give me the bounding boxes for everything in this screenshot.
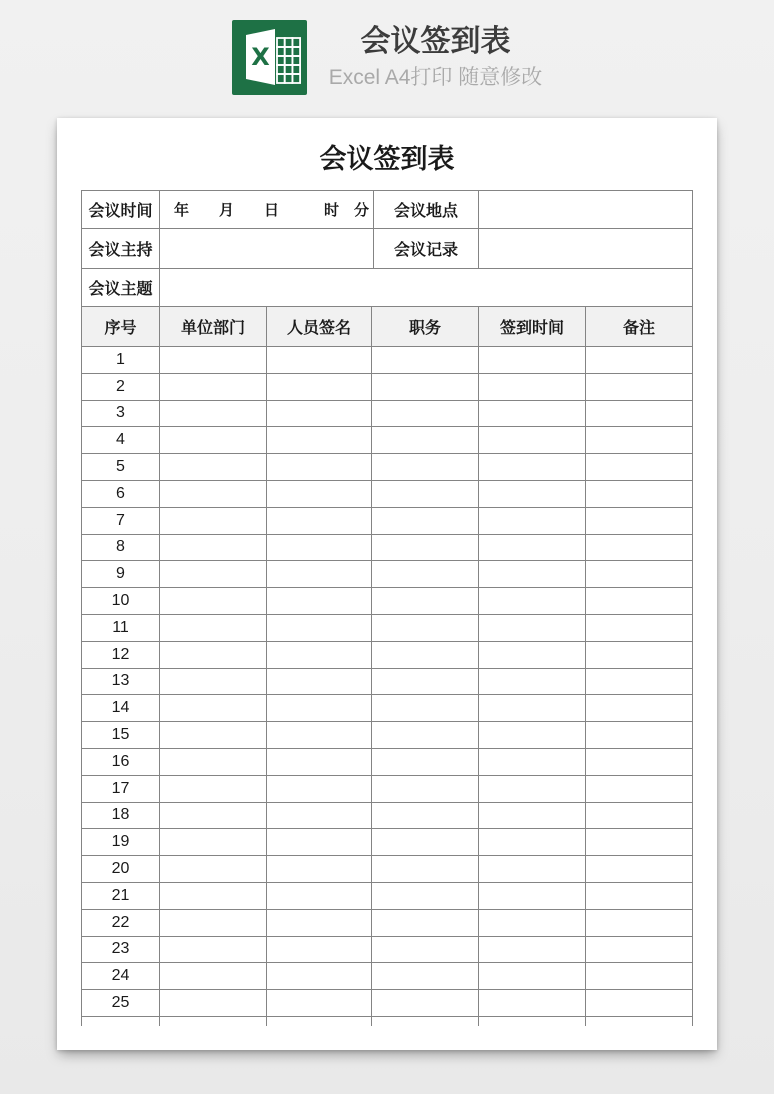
blank-cell	[586, 535, 693, 562]
signin-row	[82, 963, 693, 990]
signin-row	[82, 803, 693, 830]
blank-cell	[160, 427, 267, 454]
blank-cell	[160, 695, 267, 722]
row-number-cell: 9	[82, 561, 160, 588]
banner-title: 会议签到表	[360, 25, 511, 58]
blank-cell	[372, 615, 479, 642]
blank-cell	[586, 669, 693, 696]
row-number-cell	[82, 1017, 160, 1026]
header-remarks: 备注	[586, 307, 693, 347]
row-number-cell: 15	[82, 722, 160, 749]
blank-cell	[372, 910, 479, 937]
blank-cell	[372, 374, 479, 401]
blank-cell	[479, 990, 586, 1017]
blank-cell	[479, 1017, 586, 1026]
blank-cell	[267, 588, 372, 615]
blank-cell	[479, 508, 586, 535]
info-row-host-record	[82, 229, 693, 269]
blank-cell	[586, 749, 693, 776]
blank-cell	[160, 883, 267, 910]
header-position: 职务	[372, 307, 479, 347]
blank-cell	[586, 561, 693, 588]
header-department: 单位部门	[160, 307, 267, 347]
banner-subtitle: Excel A4打印 随意修改	[328, 66, 543, 89]
row-number-cell: 19	[82, 829, 160, 856]
blank-cell	[586, 695, 693, 722]
blank-cell	[267, 937, 372, 964]
row-number-cell: 3	[82, 401, 160, 428]
blank-cell	[586, 963, 693, 990]
excel-icon	[232, 20, 307, 95]
blank-cell	[267, 535, 372, 562]
excel-icon-svg	[232, 20, 307, 95]
blank-cell	[479, 856, 586, 883]
blank-cell	[479, 695, 586, 722]
signin-row	[82, 669, 693, 696]
blank-cell	[267, 963, 372, 990]
blank-cell	[479, 588, 586, 615]
blank-cell	[267, 454, 372, 481]
blank-cell	[372, 508, 479, 535]
blank-cell	[160, 722, 267, 749]
blank-cell	[372, 776, 479, 803]
blank-cell	[586, 776, 693, 803]
row-number-cell: 14	[82, 695, 160, 722]
signin-row	[82, 481, 693, 508]
blank-cell	[160, 1017, 267, 1026]
blank-cell	[586, 910, 693, 937]
signin-row	[82, 722, 693, 749]
meeting-record-label: 会议记录	[374, 229, 479, 269]
blank-cell	[160, 990, 267, 1017]
blank-cell	[586, 427, 693, 454]
signin-row	[82, 374, 693, 401]
blank-cell	[267, 776, 372, 803]
row-number-cell: 18	[82, 803, 160, 830]
blank-cell	[479, 481, 586, 508]
signin-row	[82, 401, 693, 428]
blank-cell	[267, 722, 372, 749]
blank-cell	[160, 401, 267, 428]
blank-cell	[372, 401, 479, 428]
blank-cell	[160, 454, 267, 481]
blank-cell	[267, 856, 372, 883]
blank-cell	[586, 856, 693, 883]
blank-cell	[586, 642, 693, 669]
banner	[0, 0, 774, 95]
signin-row	[82, 508, 693, 535]
info-row-topic	[82, 269, 693, 307]
blank-cell	[267, 829, 372, 856]
signin-row	[82, 535, 693, 562]
blank-cell	[479, 937, 586, 964]
row-number-cell: 24	[82, 963, 160, 990]
blank-cell	[372, 427, 479, 454]
signin-row	[82, 937, 693, 964]
blank-cell	[479, 722, 586, 749]
blank-cell	[160, 963, 267, 990]
signin-row	[82, 615, 693, 642]
header-signature: 人员签名	[267, 307, 372, 347]
blank-cell	[160, 669, 267, 696]
blank-cell	[479, 401, 586, 428]
blank-cell	[160, 803, 267, 830]
blank-cell	[479, 883, 586, 910]
blank-cell	[267, 749, 372, 776]
signin-row	[82, 856, 693, 883]
blank-cell	[372, 347, 479, 374]
blank-cell	[267, 990, 372, 1017]
meeting-time-placeholder: 年 月 日 时 分	[160, 191, 374, 229]
blank-cell	[267, 401, 372, 428]
signin-header-row	[82, 307, 693, 347]
blank-cell	[160, 749, 267, 776]
row-number-cell: 25	[82, 990, 160, 1017]
blank-cell	[160, 776, 267, 803]
blank-cell	[372, 749, 479, 776]
blank-cell	[160, 829, 267, 856]
blank-cell	[586, 722, 693, 749]
blank-cell	[372, 535, 479, 562]
row-number-cell: 21	[82, 883, 160, 910]
blank-cell	[479, 454, 586, 481]
blank-cell	[372, 695, 479, 722]
signin-rows	[82, 347, 693, 1017]
blank-cell	[372, 963, 479, 990]
blank-cell	[267, 910, 372, 937]
signin-row	[82, 642, 693, 669]
row-number-cell: 17	[82, 776, 160, 803]
signin-row-partial	[82, 1017, 693, 1026]
blank-cell	[586, 803, 693, 830]
signin-row	[82, 749, 693, 776]
blank-cell	[586, 374, 693, 401]
blank-cell	[479, 615, 586, 642]
blank-cell	[267, 669, 372, 696]
blank-cell	[267, 642, 372, 669]
signin-row	[82, 454, 693, 481]
blank-cell	[160, 910, 267, 937]
row-number-cell: 16	[82, 749, 160, 776]
signin-row	[82, 695, 693, 722]
blank-cell	[160, 856, 267, 883]
blank-cell	[586, 937, 693, 964]
blank-cell	[479, 749, 586, 776]
blank-cell	[586, 615, 693, 642]
blank-cell	[267, 883, 372, 910]
blank-cell	[372, 990, 479, 1017]
meeting-signin-table	[81, 190, 693, 1026]
blank-cell	[160, 615, 267, 642]
blank-cell	[479, 829, 586, 856]
page-title: 会议签到表	[319, 144, 455, 174]
meeting-host-value	[160, 229, 374, 269]
signin-row	[82, 347, 693, 374]
signin-row	[82, 427, 693, 454]
signin-row	[82, 829, 693, 856]
blank-cell	[160, 535, 267, 562]
blank-cell	[586, 401, 693, 428]
blank-cell	[586, 883, 693, 910]
blank-cell	[267, 615, 372, 642]
blank-cell	[479, 910, 586, 937]
blank-cell	[586, 588, 693, 615]
blank-cell	[479, 642, 586, 669]
signin-row	[82, 990, 693, 1017]
blank-cell	[479, 963, 586, 990]
blank-cell	[586, 1017, 693, 1026]
meeting-topic-value	[160, 269, 693, 307]
blank-cell	[267, 374, 372, 401]
row-number-cell: 23	[82, 937, 160, 964]
blank-cell	[372, 829, 479, 856]
row-number-cell: 12	[82, 642, 160, 669]
blank-cell	[372, 454, 479, 481]
blank-cell	[479, 347, 586, 374]
blank-cell	[479, 374, 586, 401]
meeting-time-label: 会议时间	[82, 191, 160, 229]
signin-row	[82, 588, 693, 615]
row-number-cell: 22	[82, 910, 160, 937]
blank-cell	[586, 508, 693, 535]
meeting-location-label: 会议地点	[374, 191, 479, 229]
blank-cell	[372, 1017, 479, 1026]
header-signin-time: 签到时间	[479, 307, 586, 347]
blank-cell	[372, 883, 479, 910]
header-serial-number: 序号	[82, 307, 160, 347]
blank-cell	[372, 722, 479, 749]
meeting-location-value	[479, 191, 693, 229]
blank-cell	[372, 642, 479, 669]
blank-cell	[160, 561, 267, 588]
blank-cell	[586, 990, 693, 1017]
blank-cell	[160, 508, 267, 535]
row-number-cell: 7	[82, 508, 160, 535]
blank-cell	[267, 508, 372, 535]
blank-cell	[267, 347, 372, 374]
blank-cell	[479, 427, 586, 454]
blank-cell	[586, 481, 693, 508]
blank-cell	[479, 561, 586, 588]
blank-cell	[372, 561, 479, 588]
row-number-cell: 4	[82, 427, 160, 454]
meeting-host-label: 会议主持	[82, 229, 160, 269]
signin-row	[82, 883, 693, 910]
row-number-cell: 1	[82, 347, 160, 374]
blank-cell	[267, 481, 372, 508]
blank-cell	[586, 454, 693, 481]
signin-row	[82, 776, 693, 803]
blank-cell	[160, 937, 267, 964]
banner-text	[329, 20, 543, 95]
blank-cell	[372, 856, 479, 883]
blank-cell	[586, 829, 693, 856]
blank-cell	[160, 642, 267, 669]
row-number-cell: 8	[82, 535, 160, 562]
row-number-cell: 11	[82, 615, 160, 642]
signin-row	[82, 561, 693, 588]
row-number-cell: 10	[82, 588, 160, 615]
blank-cell	[160, 374, 267, 401]
blank-cell	[267, 561, 372, 588]
blank-cell	[267, 803, 372, 830]
meeting-topic-label: 会议主题	[82, 269, 160, 307]
signin-row	[82, 910, 693, 937]
blank-cell	[372, 669, 479, 696]
blank-cell	[160, 347, 267, 374]
blank-cell	[586, 347, 693, 374]
blank-cell	[372, 588, 479, 615]
blank-cell	[372, 481, 479, 508]
excel-icon-x-letter: X	[250, 43, 270, 71]
blank-cell	[160, 588, 267, 615]
blank-cell	[267, 1017, 372, 1026]
blank-cell	[267, 695, 372, 722]
blank-cell	[479, 776, 586, 803]
document-page	[57, 118, 717, 1050]
row-number-cell: 2	[82, 374, 160, 401]
row-number-cell: 20	[82, 856, 160, 883]
blank-cell	[267, 427, 372, 454]
blank-cell	[372, 803, 479, 830]
row-number-cell: 6	[82, 481, 160, 508]
blank-cell	[479, 803, 586, 830]
blank-cell	[479, 669, 586, 696]
row-number-cell: 5	[82, 454, 160, 481]
info-row-time-location	[82, 191, 693, 229]
blank-cell	[372, 937, 479, 964]
blank-cell	[160, 481, 267, 508]
row-number-cell: 13	[82, 669, 160, 696]
blank-cell	[479, 535, 586, 562]
meeting-record-value	[479, 229, 693, 269]
